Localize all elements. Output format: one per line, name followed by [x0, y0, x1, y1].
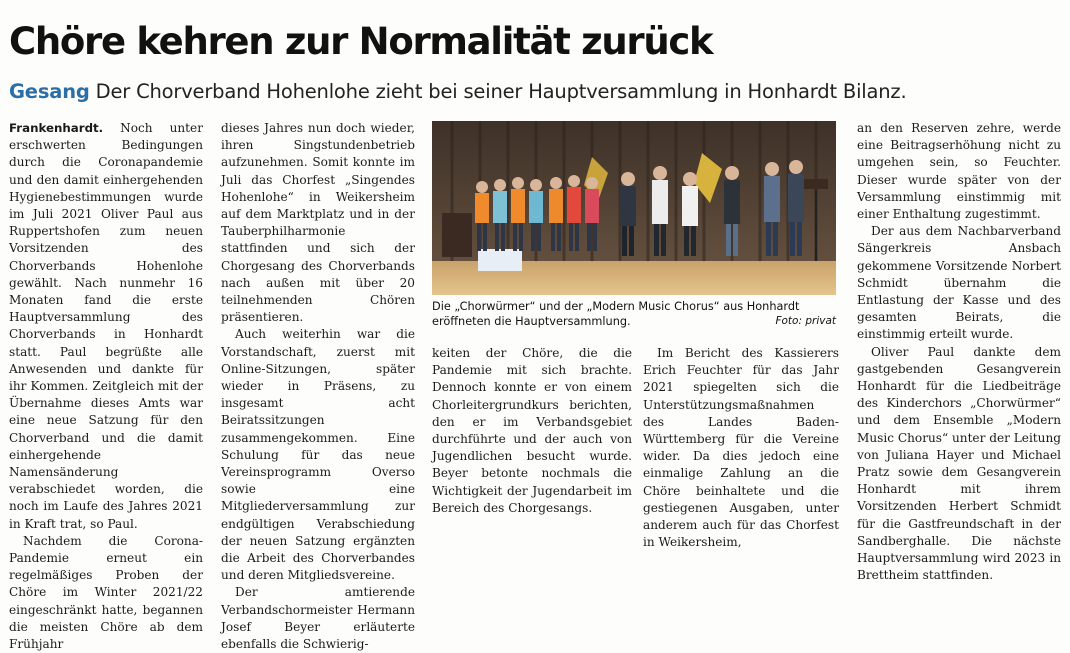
article-column-2	[221, 120, 415, 652]
paragraph-text: Noch unter erschwerten Bedingungen durch die Coronapandemie und den damit einhergehenden Hygienebestimmungen wurde im Juli 2021 Oliver Paul aus Ruppertshofen zum neuen Vorsitzenden des Chorverbands Hohenlohe gewählt. Nach nunmehr 16 Monaten fand die erste Hauptversammlung des Chorverbands in Honhardt statt. Paul begrüßte alle Anwesenden und dankte für ihr Kommen. Zeitgleich mit der Übernahme dieses Amts war eine neue Satzung für den Chorverband und die damit einhergehende Namensänderung verabschiedet worden, die noch im Laufe des Jahres 2021 in Kraft trat, so Paul.	[9, 121, 203, 531]
paragraph: Im Bericht des Kassierers Erich Feuchter für das Jahr 2021 spiegelten sich die Unterstützungsmaßnahmen des Landes Baden-Württemberg für die Vereine wider. Da dies jedoch eine einmalige Zahlung an die Chöre beinhaltete und die gestiegenen Ausgaben, unter anderem auch für das Chorfest in Weikersheim,	[643, 346, 839, 550]
photo-credit: Foto: privat	[775, 315, 836, 327]
paragraph: keiten der Chöre, die die Pandemie mit sich brachte. Dennoch konnte er von einem Chorleitergrundkurs berichten, den er im Verbandsgebiet durchführte und der auch von Jugendlichen besucht wurde. Beyer betonte nochmals die Wichtigkeit der Jugendarbeit im Bereich des Chorgesangs.	[432, 346, 632, 515]
paragraph: dieses Jahres nun doch wieder, ihren Singstundenbetrieb aufzunehmen. Somit konnte im Juli das Chorfest „Singendes Hohenlohe“ in Weikersheim auf dem Marktplatz und in der Tauberphilharmonie stattfinden und sich der Chorgesang des Chorverbands nach außen mit über 20 teilnehmenden Chören präsentieren.	[221, 121, 415, 325]
paragraph: Oliver Paul dankte dem gastgebenden Gesangverein Honhardt für die Liedbeiträge des Kinderchors „Chorwürmer“ und dem Ensemble „Modern Music Chorus“ unter der Leitung von Juliana Hayer und Michael Pratz sowie dem Gesangverein Honhardt mit ihrem Vorsitzenden Herbert Schmidt für die Gastfreundschaft in der Sandberghalle. Die nächste Hauptversammlung wird 2023 in Brettheim stattfinden.	[857, 344, 1061, 583]
article-column-1	[9, 120, 203, 652]
paragraph	[9, 120, 203, 533]
dateline: Frankenhardt.	[9, 121, 104, 135]
photo-caption	[432, 299, 836, 329]
article-subline-text: Der Chorverband Hohenlohe zieht bei seiner Hauptversammlung in Honhardt Bilanz.	[95, 80, 907, 103]
photo-caption-text: Die „Chorwürmer“ und der „Modern Music Chorus“ aus Honhardt eröffneten die Hauptversammlung.	[432, 300, 800, 328]
article-kicker: Gesang	[9, 80, 90, 103]
paragraph: Der amtierende Verbandschormeister Hermann Josef Beyer erläuterte ebenfalls die Schwierig-	[221, 585, 415, 652]
article-column-3	[432, 345, 632, 515]
paragraph: Nachdem die Corona-Pandemie erneut ein regelmäßiges Proben der Chöre im Winter 2021/22 eingeschränkt hatte, begannen die meisten Chöre ab dem Frühjahr	[9, 533, 203, 652]
article-headline: Chöre kehren zur Normalität zurück	[9, 20, 713, 63]
choir-photo-image	[432, 121, 836, 295]
article-subline	[9, 80, 906, 103]
paragraph: an den Reserven zehre, werde eine Beitragserhöhung nicht zu umgehen sein, so Feuchter. Dieser wurde später von der Versammlung einstimmig mit einer Enthaltung zugestimmt.	[857, 121, 1061, 222]
article-column-4	[643, 345, 839, 550]
paragraph: Der aus dem Nachbarverband Sängerkreis Ansbach gekommene Vorsitzende Norbert Schmidt übernahm die Entlastung der Kasse und des gesamten Beirats, die einstimmig erteilt wurde.	[857, 224, 1061, 342]
paragraph: Auch weiterhin war die Vorstandschaft, zuerst mit Online-Sitzungen, später wieder in Präsens, zu insgesamt acht Beiratssitzungen zusammengekommen. Eine Schulung für das neue Vereinsprogramm Overso sowie eine Mitgliederversammlung zur endgültigen Verabschiedung der neuen Satzung ergänzten die Arbeit des Chorverbandes und deren Mitgliedsvereine.	[221, 327, 415, 583]
article-photo	[432, 121, 836, 295]
article-column-5	[857, 120, 1061, 583]
